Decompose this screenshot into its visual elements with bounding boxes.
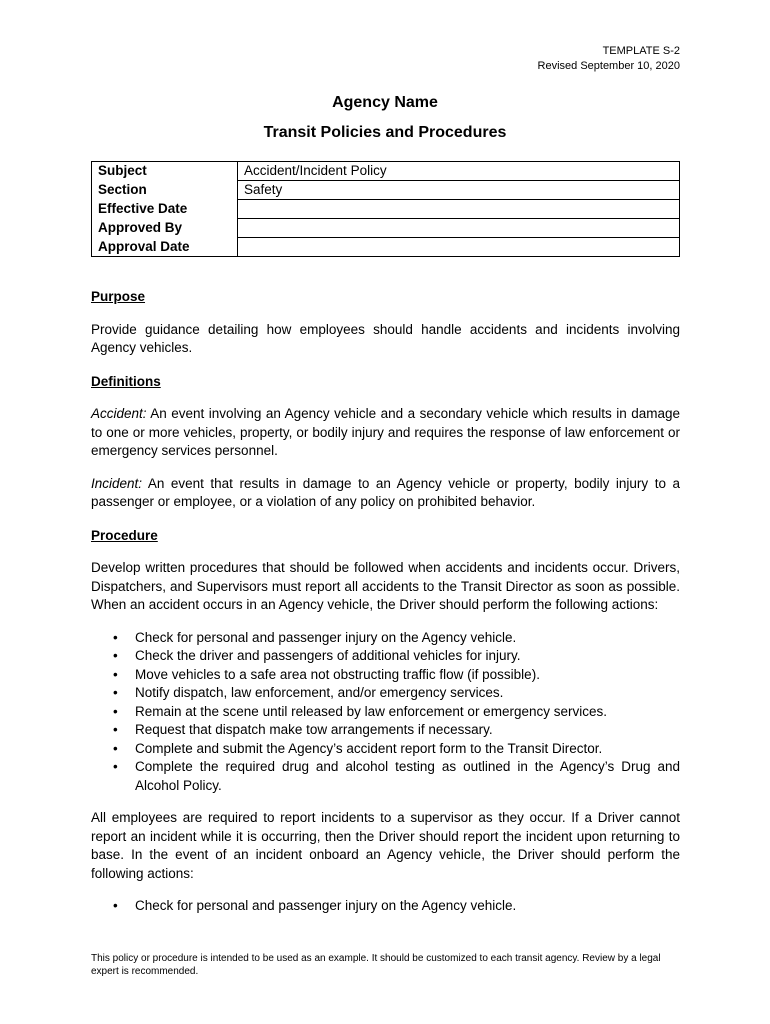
meta-label: Approved By [92,219,238,238]
meta-row-effective-date [92,200,680,219]
meta-value: Safety [238,181,680,200]
footer-disclaimer: This policy or procedure is intended to be used as an example. It should be customized to each transit agency. Review by a legal expert is recommended. [91,953,661,977]
list-item: • Check for personal and passenger injury on the Agency vehicle. [91,897,680,916]
document-title: Transit Policies and Procedures [263,124,507,141]
meta-row-section [92,181,680,200]
meta-value [238,200,680,219]
definitions-heading: Definitions [91,373,161,389]
list-item: • Remain at the scene until released by law enforcement or emergency services. [91,703,680,722]
bullet: • [113,685,118,700]
accident-definition [91,405,680,461]
accident-steps-list [91,629,680,796]
bullet: • [113,898,118,913]
agency-name-title: Agency Name [332,94,438,111]
list-item: • Complete the required drug and alcohol testing as outlined in the Agency’s Drug and Alcohol Policy. [113,759,680,793]
procedure-intro: Develop written procedures that should be followed when accidents and incidents occur. Drivers, Dispatchers, and Supervisors must report all accidents to the Transit Director as soon as possible. When an accident occurs in an Agency vehicle, the Driver should perform the following actions: [91,560,680,612]
list-item: • Request that dispatch make tow arrangements if necessary. [91,721,680,740]
meta-value: Accident/Incident Policy [238,162,680,181]
accident-term: Accident: [91,406,147,421]
bullet: • [113,629,118,645]
template-header [538,44,680,74]
list-item: • Check for personal and passenger injury on the Agency vehicle. [91,629,680,648]
revision-date: Revised September 10, 2020 [537,60,680,72]
document-body [91,288,680,916]
list-item: • Check the driver and passengers of additional vehicles for injury. [91,647,680,666]
bullet: • [113,722,118,737]
bullet: • [113,648,118,663]
meta-label: Section [92,181,238,200]
list-item: • Complete and submit the Agency’s accident report form to the Transit Director. [91,740,680,759]
list-item: • Notify dispatch, law enforcement, and/or emergency services. [91,684,680,703]
meta-label: Subject [92,162,238,181]
meta-row-approved-by [92,219,680,238]
bullet: • [113,666,118,682]
bullet: • [113,759,118,774]
meta-label: Approval Date [92,238,238,257]
incident-procedure-intro: All employees are required to report incidents to a supervisor as they occur. If a Driver cannot report an incident while it is occurring, then the Driver should report the incident upon returning to base. In the event of an incident onboard an Agency vehicle, the Driver should perform the following actions: [91,810,680,881]
meta-value [238,238,680,257]
policy-meta-table [91,161,680,257]
bullet: • [113,703,118,719]
list-item: • Move vehicles to a safe area not obstructing traffic flow (if possible). [91,666,680,685]
bullet: • [113,740,118,756]
meta-row-approval-date [92,238,680,257]
purpose-heading: Purpose [91,289,146,304]
meta-label: Effective Date [92,200,238,219]
incident-term: Incident: [91,475,143,491]
template-id: TEMPLATE S-2 [602,45,680,57]
incident-steps-list [91,897,680,916]
meta-value [238,219,680,238]
purpose-text: Provide guidance detailing how employees should handle accidents and incidents involving Agency vehicles. [91,321,680,355]
incident-definition [91,475,680,512]
meta-row-subject [92,162,680,181]
incident-definition-text: An event that results in damage to an Agency vehicle or property, bodily injury to a passenger or employee, or a violation of any policy on prohibited behavior. [91,475,680,509]
procedure-heading: Procedure [91,527,158,543]
accident-definition-text: An event involving an Agency vehicle and a secondary vehicle which results in damage to one or more vehicles, property, or bodily injury and requires the response of law enforcement or emergency services personnel. [91,406,680,458]
